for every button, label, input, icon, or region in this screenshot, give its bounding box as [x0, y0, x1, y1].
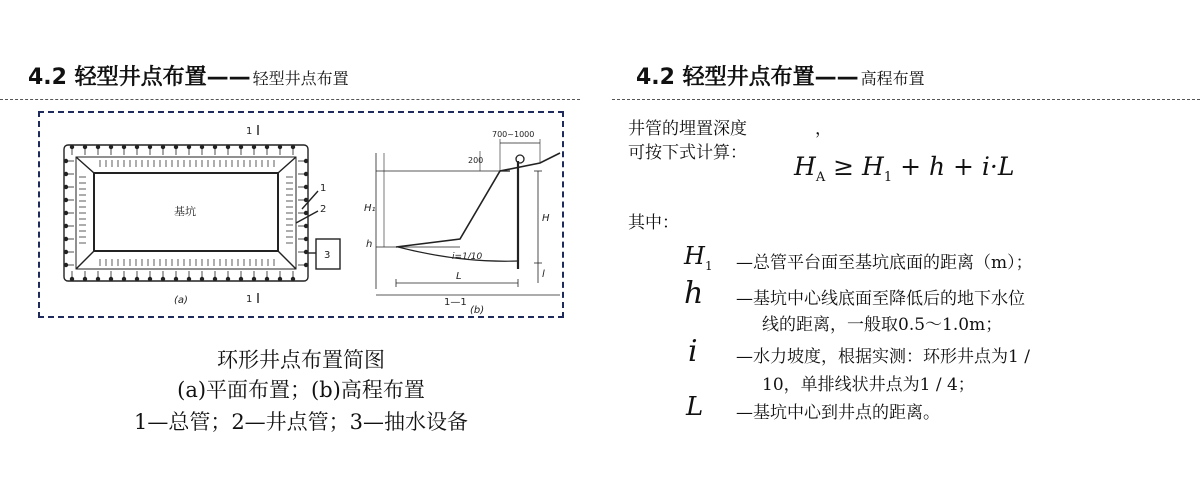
def-symbol-H1-sub: 1 — [704, 258, 713, 273]
formula-relation: ≥ — [825, 152, 863, 181]
section-mark-bottom: 1 — [246, 294, 253, 305]
def-symbol-i: i — [688, 334, 698, 369]
formula-lhs-sub: A — [815, 170, 826, 185]
formula-rest: + h + i·L — [892, 152, 1015, 181]
def-text-i-2: 10，单排线状井点为1 / 4； — [762, 375, 975, 395]
left-heading-sub: 轻型井点布置 — [252, 69, 349, 88]
intro-line-1: 井管的埋置深度 ， — [628, 119, 832, 139]
left-heading-main: 4.2 轻型井点布置—— — [28, 65, 251, 90]
label-panel-b: (b) — [470, 305, 485, 316]
intro-line-2: 可按下式计算： — [628, 143, 747, 163]
label-panel-a: (a) — [174, 295, 188, 306]
right-divider — [612, 99, 1200, 100]
left-divider — [0, 99, 580, 100]
slope-profile — [396, 153, 560, 247]
def-text-i-1: —水力坡度，根据实测：环形井点为1 / — [736, 347, 1030, 367]
def-symbol-L: L — [686, 392, 704, 422]
figure-caption-panels: (a)平面布置；(b)高程布置 — [177, 378, 425, 402]
def-symbol-H1-main: H — [684, 242, 705, 270]
label-L: L — [456, 271, 462, 282]
label-section: 1—1 — [444, 297, 467, 308]
formula-lhs: H — [794, 152, 816, 181]
where-label: 其中： — [628, 213, 679, 233]
label-dim-200: 200 — [468, 156, 484, 165]
formula-H1-sub: 1 — [883, 170, 893, 185]
section-mark-top: 1 — [246, 126, 253, 137]
figure-caption-title: 环形井点布置简图 — [217, 348, 385, 372]
figure-caption-legend: 1—总管；2—井点管；3—抽水设备 — [133, 410, 469, 434]
label-item-3: 3 — [324, 250, 331, 261]
header-pipe-section — [516, 155, 524, 163]
label-item-1: 1 — [320, 183, 327, 194]
label-i-slope: i=1/10 — [452, 252, 483, 262]
def-text-h-1: —基坑中心线底面至降低后的地下水位 — [736, 289, 1025, 309]
label-item-2: 2 — [320, 204, 327, 215]
def-text-L: —基坑中心到井点的距离。 — [736, 403, 940, 423]
label-H1: H₁ — [364, 203, 376, 214]
right-heading — [636, 60, 925, 96]
label-l: l — [542, 269, 545, 280]
left-heading — [28, 60, 349, 96]
label-H: H — [542, 213, 550, 224]
well-point-figure — [38, 111, 564, 318]
label-dim-top: 700~1000 — [492, 130, 535, 139]
pit-label: 基坑 — [174, 205, 196, 218]
def-symbol-h: h — [684, 276, 704, 311]
right-heading-main: 4.2 轻型井点布置—— — [636, 65, 859, 90]
depth-formula — [794, 152, 1014, 185]
label-h: h — [366, 239, 373, 250]
def-text-H1: —总管平台面至基坑底面的距离（m）； — [736, 253, 1033, 273]
right-heading-sub: 高程布置 — [860, 69, 925, 88]
def-symbol-H1 — [684, 242, 713, 273]
formula-H1: H — [862, 152, 884, 181]
well-point-diagram — [40, 113, 566, 320]
def-text-h-2: 线的距离，一般取0.5～1.0m； — [762, 315, 1003, 335]
